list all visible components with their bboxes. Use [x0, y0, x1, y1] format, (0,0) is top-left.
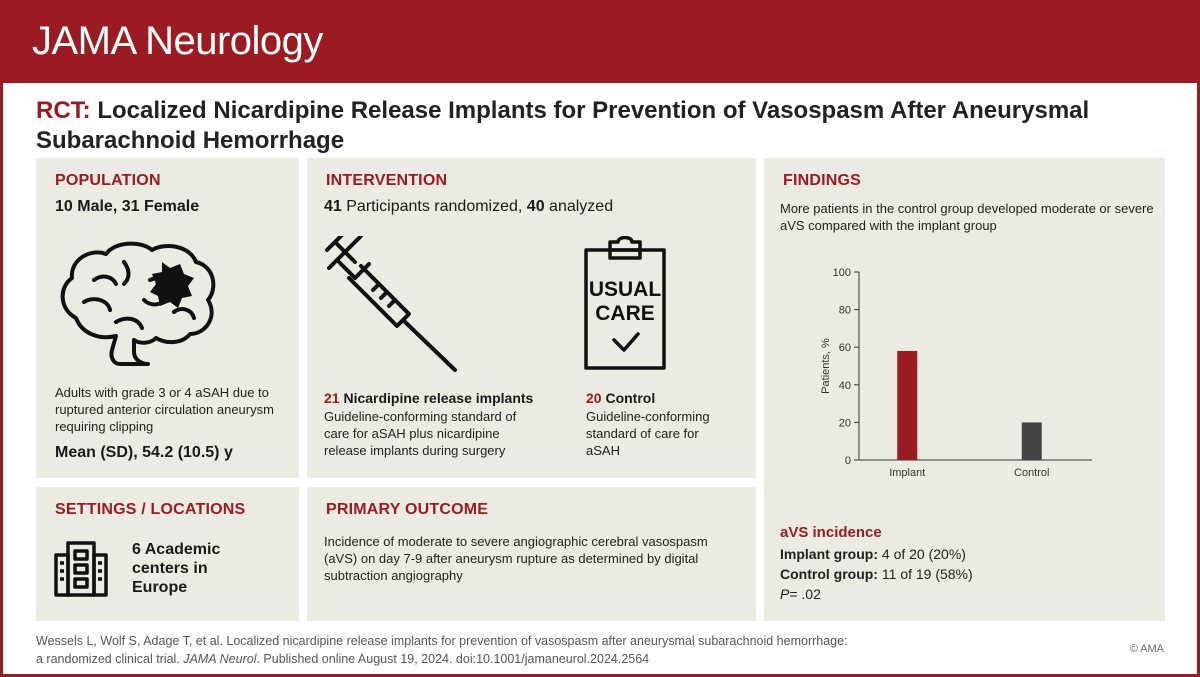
p-value-text: = .02: [789, 586, 821, 602]
y-tick-label: 60: [838, 342, 851, 355]
brain-icon: [54, 240, 224, 370]
header-bar: [0, 0, 1200, 83]
y-axis-label: Patients, %: [820, 338, 832, 394]
population-panel: [36, 158, 299, 478]
page-title: [36, 96, 1156, 156]
implant-group-label: Implant group:: [780, 546, 878, 562]
settings-panel: [36, 487, 299, 621]
citation-post: . Published online August 19, 2024. doi:10.1001/jamaneurol.2024.2564: [256, 652, 650, 666]
implant-group-value: 4 of 20 (20%): [881, 546, 966, 562]
citation-pre: a randomized clinical trial.: [36, 652, 180, 666]
arm1-label: Nicardipine release implants: [343, 390, 534, 406]
intervention-panel: [307, 158, 756, 478]
incidence-control: [780, 564, 973, 584]
citation-line1: Wessels L, Wolf S, Adage T, et al. Localized nicardipine release implants for prevention of vasospasm after aneurysmal subarachnoid hemorrhage:: [36, 634, 848, 648]
bar-control: [1022, 422, 1042, 460]
bar-implant: [897, 351, 917, 460]
usual-care-clipboard: [584, 236, 666, 370]
y-tick-label: 80: [838, 304, 851, 317]
findings-panel: [764, 158, 1165, 621]
arm2-label: Control: [605, 390, 656, 406]
population-title: POPULATION: [55, 172, 161, 189]
outcome-title: PRIMARY OUTCOME: [326, 501, 489, 518]
control-group-label: Control group:: [780, 566, 878, 582]
randomized-count: 41: [324, 198, 342, 215]
headline-text: Localized Nicardipine Release Implants for Prevention of Vasospasm After Aneurysmal Subarachnoid Hemorrhage: [36, 97, 1090, 154]
x-tick-label: Control: [1014, 467, 1050, 479]
population-description: Adults with grade 3 or 4 aSAH due to ruptured anterior circulation aneurysm requiring clipping: [55, 385, 274, 434]
citation-line2: [36, 650, 936, 668]
citation: [36, 632, 936, 668]
building-icon: [54, 541, 108, 597]
y-tick-label: 20: [838, 417, 851, 430]
clipboard-line1: USUAL: [588, 278, 662, 301]
y-tick-label: 40: [838, 379, 851, 392]
p-value: [780, 584, 821, 604]
population-age: Mean (SD), 54.2 (10.5) y: [55, 444, 233, 461]
outcome-text: Incidence of moderate to severe angiographic cerebral vasospasm (aVS) on day 7-9 after aneurysm rupture as determined by digital subtraction angiography: [324, 534, 708, 583]
arm1-description: Guideline-conforming standard of care for aSAH plus nicardipine release implants during surgery: [324, 409, 517, 458]
outcome-panel: [307, 487, 756, 621]
analyzed-text: analyzed: [549, 198, 614, 215]
incidence-implant: [780, 544, 966, 564]
citation-journal: JAMA Neurol: [183, 652, 257, 666]
arm2-count: 20: [586, 390, 602, 406]
control-group-value: 11 of 19 (58%): [881, 566, 973, 582]
analyzed-count: 40: [526, 198, 545, 215]
findings-text: More patients in the control group developed moderate or severe aVS compared with the implant group: [780, 201, 1154, 233]
copyright: © AMA: [1129, 643, 1164, 655]
y-tick-label: 0: [844, 455, 851, 467]
syringe-icon: [321, 236, 461, 376]
y-tick-label: 100: [832, 267, 851, 279]
arm1-heading: [324, 390, 533, 406]
settings-title: SETTINGS / LOCATIONS: [55, 501, 246, 518]
arm2-description: Guideline-conforming standard of care for aSAH: [586, 409, 710, 458]
journal-title: JAMA Neurology: [32, 19, 323, 63]
arm2-heading: [586, 390, 655, 406]
x-tick-label: Implant: [889, 467, 926, 479]
incidence-title: aVS incidence: [780, 524, 882, 541]
settings-text: 6 Academic centers in Europe: [132, 541, 221, 596]
population-sex: 10 Male, 31 Female: [55, 198, 200, 215]
headline-tag: RCT:: [36, 97, 91, 124]
intervention-title: INTERVENTION: [326, 172, 448, 189]
clipboard-line2: CARE: [595, 302, 655, 325]
randomized-summary: [324, 198, 613, 216]
randomized-text: Participants randomized,: [346, 198, 523, 215]
arm1-count: 21: [324, 390, 340, 406]
findings-title: FINDINGS: [783, 172, 862, 189]
findings-chart: [764, 158, 1165, 498]
p-label: P: [780, 586, 790, 602]
